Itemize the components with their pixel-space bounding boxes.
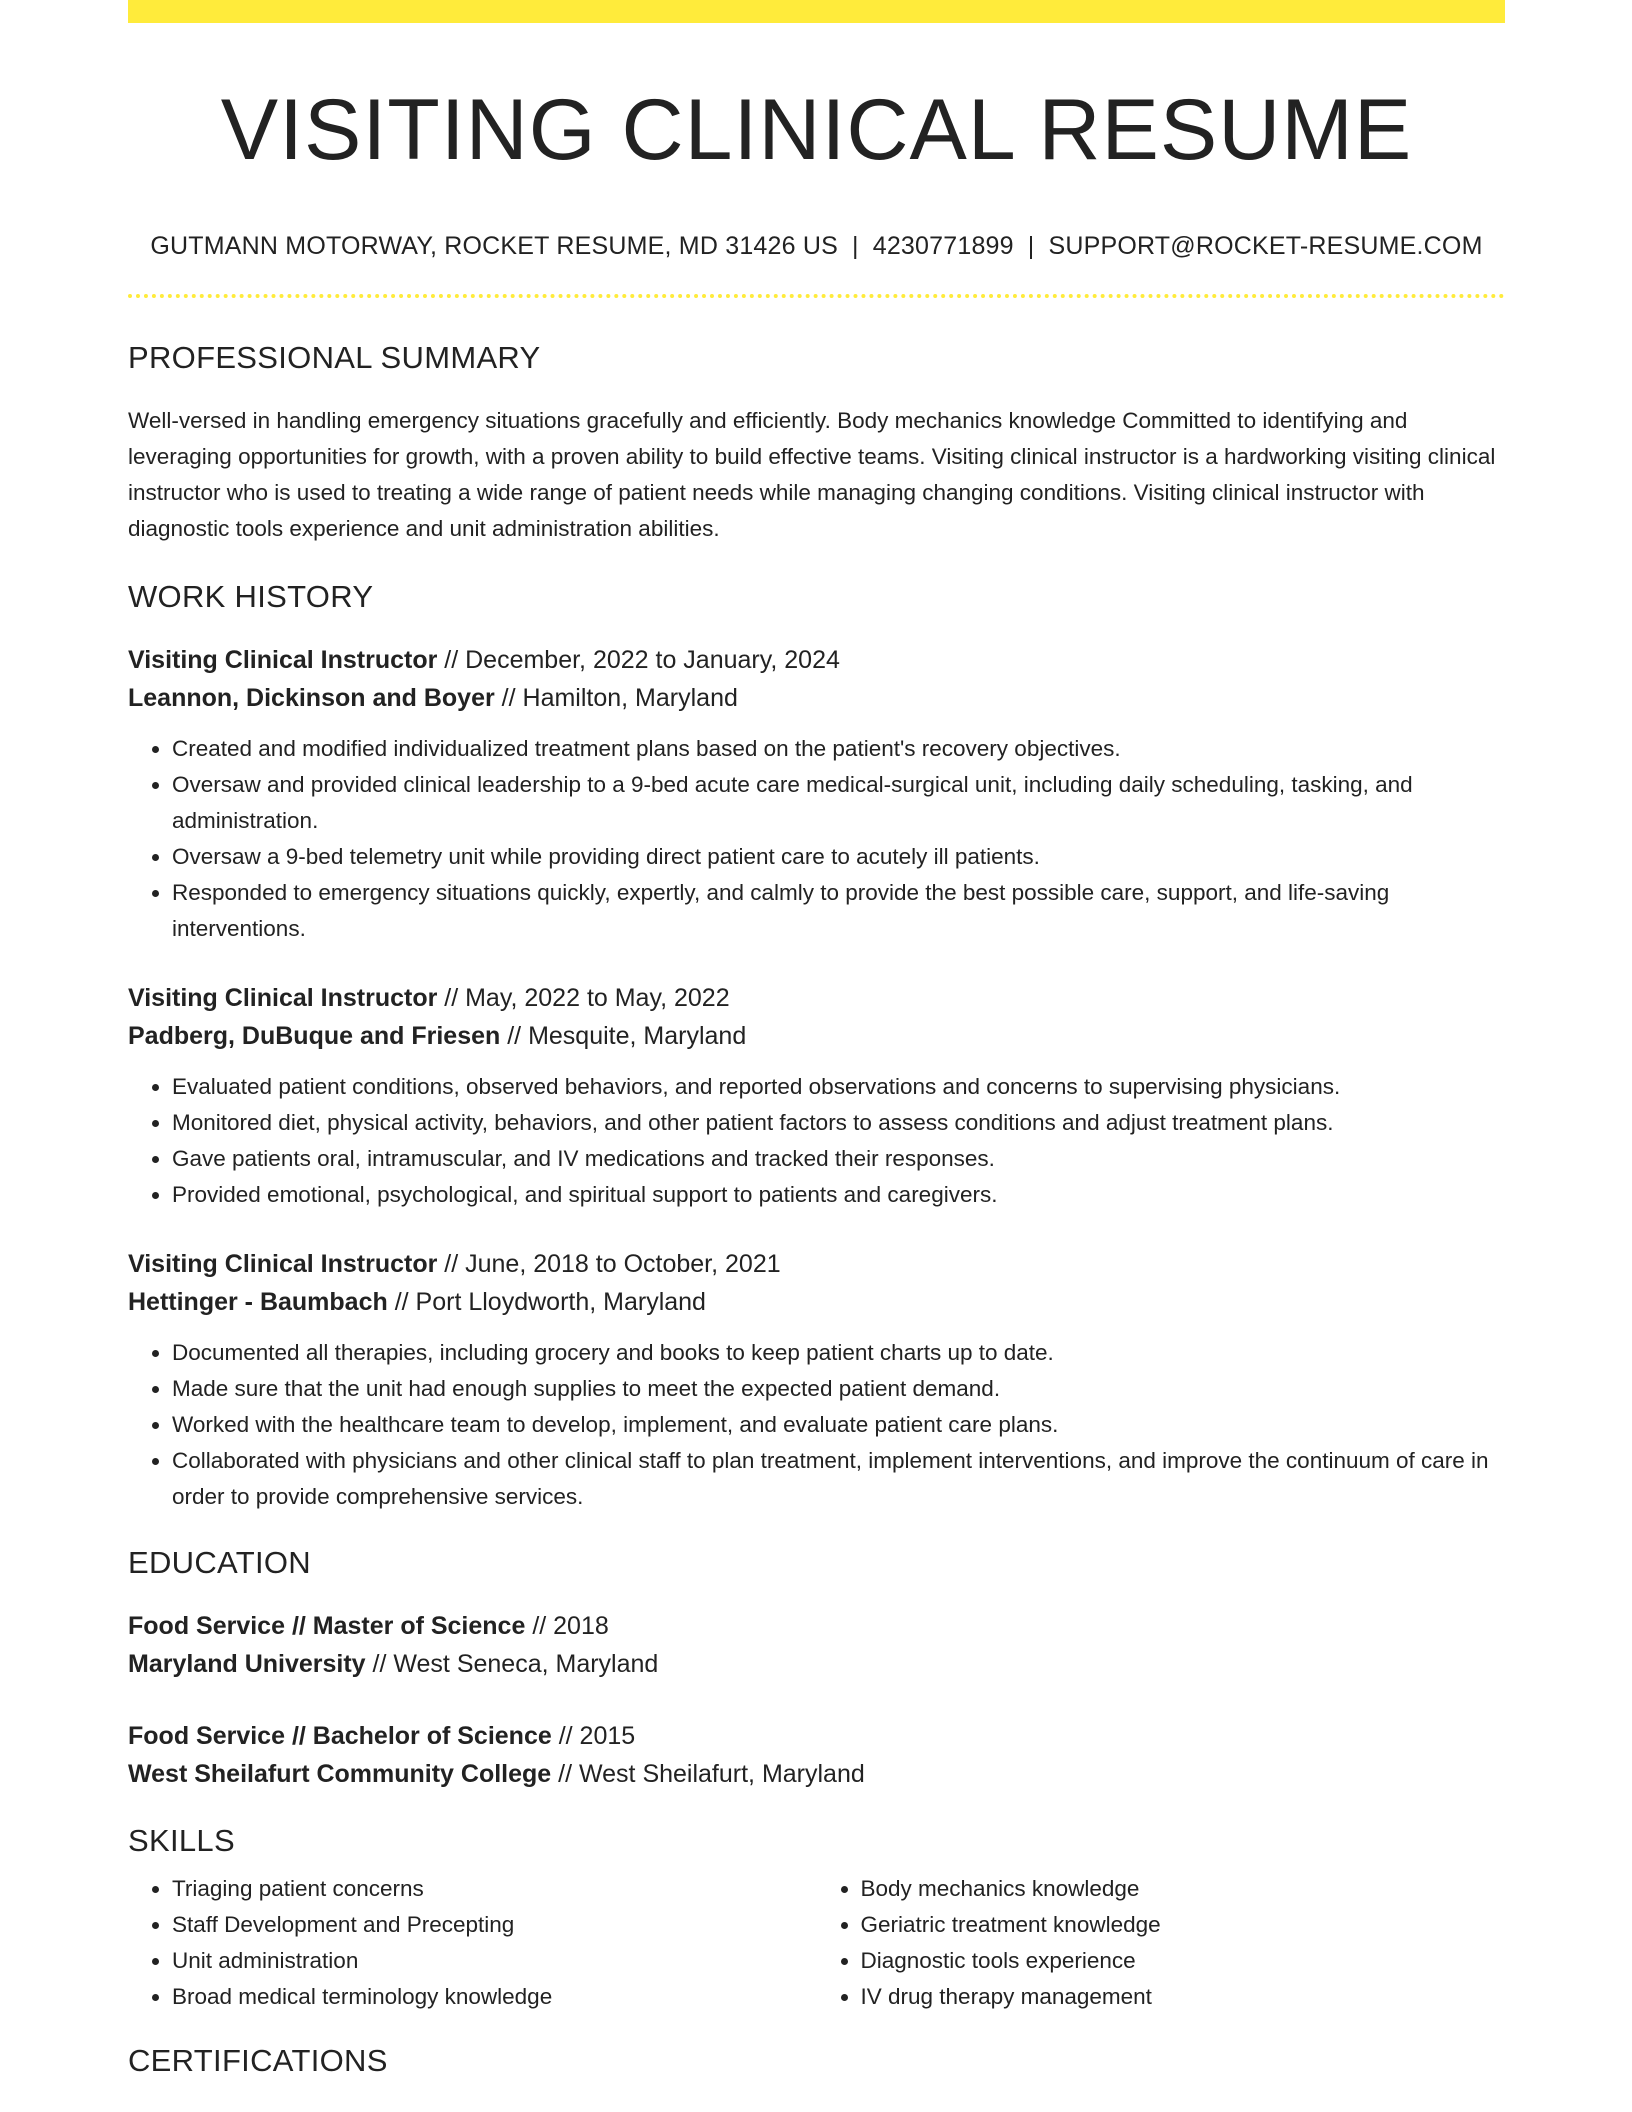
job-company: Hettinger - Baumbach	[128, 1288, 388, 1316]
job-entry	[128, 641, 1505, 947]
job-bullet: • Monitored diet, physical activity, behaviors, and other patient factors to assess conditions and adjust treatment plans.	[172, 1105, 1505, 1141]
job-bullet: • Provided emotional, psychological, and spiritual support to patients and caregivers.	[172, 1177, 1505, 1213]
job-entry	[128, 979, 1505, 1213]
job-company-line	[128, 1283, 1505, 1321]
education-year: // 2015	[551, 1722, 636, 1750]
job-bullet: • Made sure that the unit had enough supplies to meet the expected patient demand.	[172, 1371, 1505, 1407]
job-dates: // May, 2022 to May, 2022	[437, 984, 730, 1012]
job-location: // Hamilton, Maryland	[494, 684, 738, 712]
skill-item: • Body mechanics knowledge	[861, 1871, 1506, 1907]
skill-item: • Staff Development and Precepting	[172, 1907, 817, 1943]
skills-column-right	[817, 1871, 1506, 2015]
education-location: // West Seneca, Maryland	[365, 1650, 659, 1678]
job-bullet: • Gave patients oral, intramuscular, and IV medications and tracked their responses.	[172, 1141, 1505, 1177]
job-title: Visiting Clinical Instructor	[128, 1250, 438, 1278]
skill-item: • Broad medical terminology knowledge	[172, 1979, 817, 2015]
job-bullet: • Evaluated patient conditions, observed behaviors, and reported observations and concerns to supervising physicians.	[172, 1069, 1505, 1105]
job-bullet: • Worked with the healthcare team to develop, implement, and evaluate patient care plans.	[172, 1407, 1505, 1443]
job-title-line	[128, 641, 1505, 679]
education-entry	[128, 1607, 1505, 1683]
skill-item: • IV drug therapy management	[861, 1979, 1506, 2015]
education-heading: EDUCATION	[128, 1545, 311, 1580]
job-bullets	[128, 1335, 1505, 1515]
job-bullet: • Created and modified individualized treatment plans based on the patient's recovery objectives.	[172, 731, 1505, 767]
contact-email: SUPPORT@ROCKET-RESUME.COM	[1048, 232, 1483, 260]
job-bullets	[128, 1069, 1505, 1213]
contact-separator: |	[1027, 232, 1035, 260]
job-entry	[128, 1245, 1505, 1515]
job-location: // Mesquite, Maryland	[500, 1022, 747, 1050]
job-bullet: • Documented all therapies, including grocery and books to keep patient charts up to date.	[172, 1335, 1505, 1371]
resume-content	[128, 0, 1505, 2081]
education-year: // 2018	[525, 1612, 609, 1640]
job-bullets	[128, 731, 1505, 947]
education-location: // West Sheilafurt, Maryland	[551, 1760, 865, 1788]
dotted-divider	[128, 294, 1505, 298]
job-title-line	[128, 979, 1505, 1017]
job-company-line	[128, 679, 1505, 717]
job-company: Padberg, DuBuque and Friesen	[128, 1022, 501, 1050]
skills-column-left	[128, 1871, 817, 2015]
education-school: West Sheilafurt Community College	[128, 1760, 552, 1788]
contact-phone: 4230771899	[872, 232, 1014, 260]
job-bullet: • Oversaw and provided clinical leadership to a 9-bed acute care medical-surgical unit, including daily scheduling, tasking, and administration.	[172, 767, 1505, 839]
job-bullet: • Oversaw a 9-bed telemetry unit while providing direct patient care to acutely ill patients.	[172, 839, 1505, 875]
job-title: Visiting Clinical Instructor	[128, 984, 438, 1012]
job-title: Visiting Clinical Instructor	[128, 646, 438, 674]
skill-item: • Unit administration	[172, 1943, 817, 1979]
job-company-line	[128, 1017, 1505, 1055]
education-school: Maryland University	[128, 1650, 366, 1678]
job-company: Leannon, Dickinson and Boyer	[128, 684, 495, 712]
skills-heading: SKILLS	[128, 1823, 235, 1858]
summary-heading: PROFESSIONAL SUMMARY	[128, 340, 541, 375]
job-dates: // June, 2018 to October, 2021	[437, 1250, 781, 1278]
contact-separator: |	[852, 232, 859, 260]
skill-item: • Triaging patient concerns	[172, 1871, 817, 1907]
resume-title: VISITING CLINICAL RESUME	[220, 82, 1413, 178]
contact-line	[128, 228, 1505, 264]
education-school-line	[128, 1755, 1505, 1793]
job-dates: // December, 2022 to January, 2024	[437, 646, 840, 674]
education-school-line	[128, 1645, 1505, 1683]
job-bullet: • Responded to emergency situations quickly, expertly, and calmly to provide the best possible care, support, and life-saving interventions.	[172, 875, 1505, 947]
contact-address: GUTMANN MOTORWAY, ROCKET RESUME, MD 31426 US	[150, 232, 839, 260]
education-degree-line	[128, 1717, 1505, 1755]
education-degree: Food Service // Bachelor of Science	[128, 1722, 552, 1750]
education-degree: Food Service // Master of Science	[128, 1612, 526, 1640]
certifications-heading: CERTIFICATIONS	[128, 2043, 388, 2078]
education-entry	[128, 1717, 1505, 1793]
skills-columns	[128, 1871, 1505, 2015]
education-degree-line	[128, 1607, 1505, 1645]
job-title-line	[128, 1245, 1505, 1283]
work-history-heading: WORK HISTORY	[128, 579, 374, 614]
summary-text: Well-versed in handling emergency situations gracefully and efficiently. Body mechanics knowledge Committed to identifying and leveraging opportunities for growth, with a proven ability to build effective teams. Visiting clinical instructor is a hardworking visiting clinical instructor who is used to treating a wide range of patient needs while managing changing conditions. Visiting clinical instructor with diagnostic tools experience and unit administration abilities.	[128, 408, 1496, 541]
skill-item: • Diagnostic tools experience	[861, 1943, 1506, 1979]
job-bullet: • Collaborated with physicians and other clinical staff to plan treatment, implement interventions, and improve the continuum of care in order to provide comprehensive services.	[172, 1443, 1505, 1515]
job-location: // Port Lloydworth, Maryland	[387, 1288, 706, 1316]
skill-item: • Geriatric treatment knowledge	[861, 1907, 1506, 1943]
